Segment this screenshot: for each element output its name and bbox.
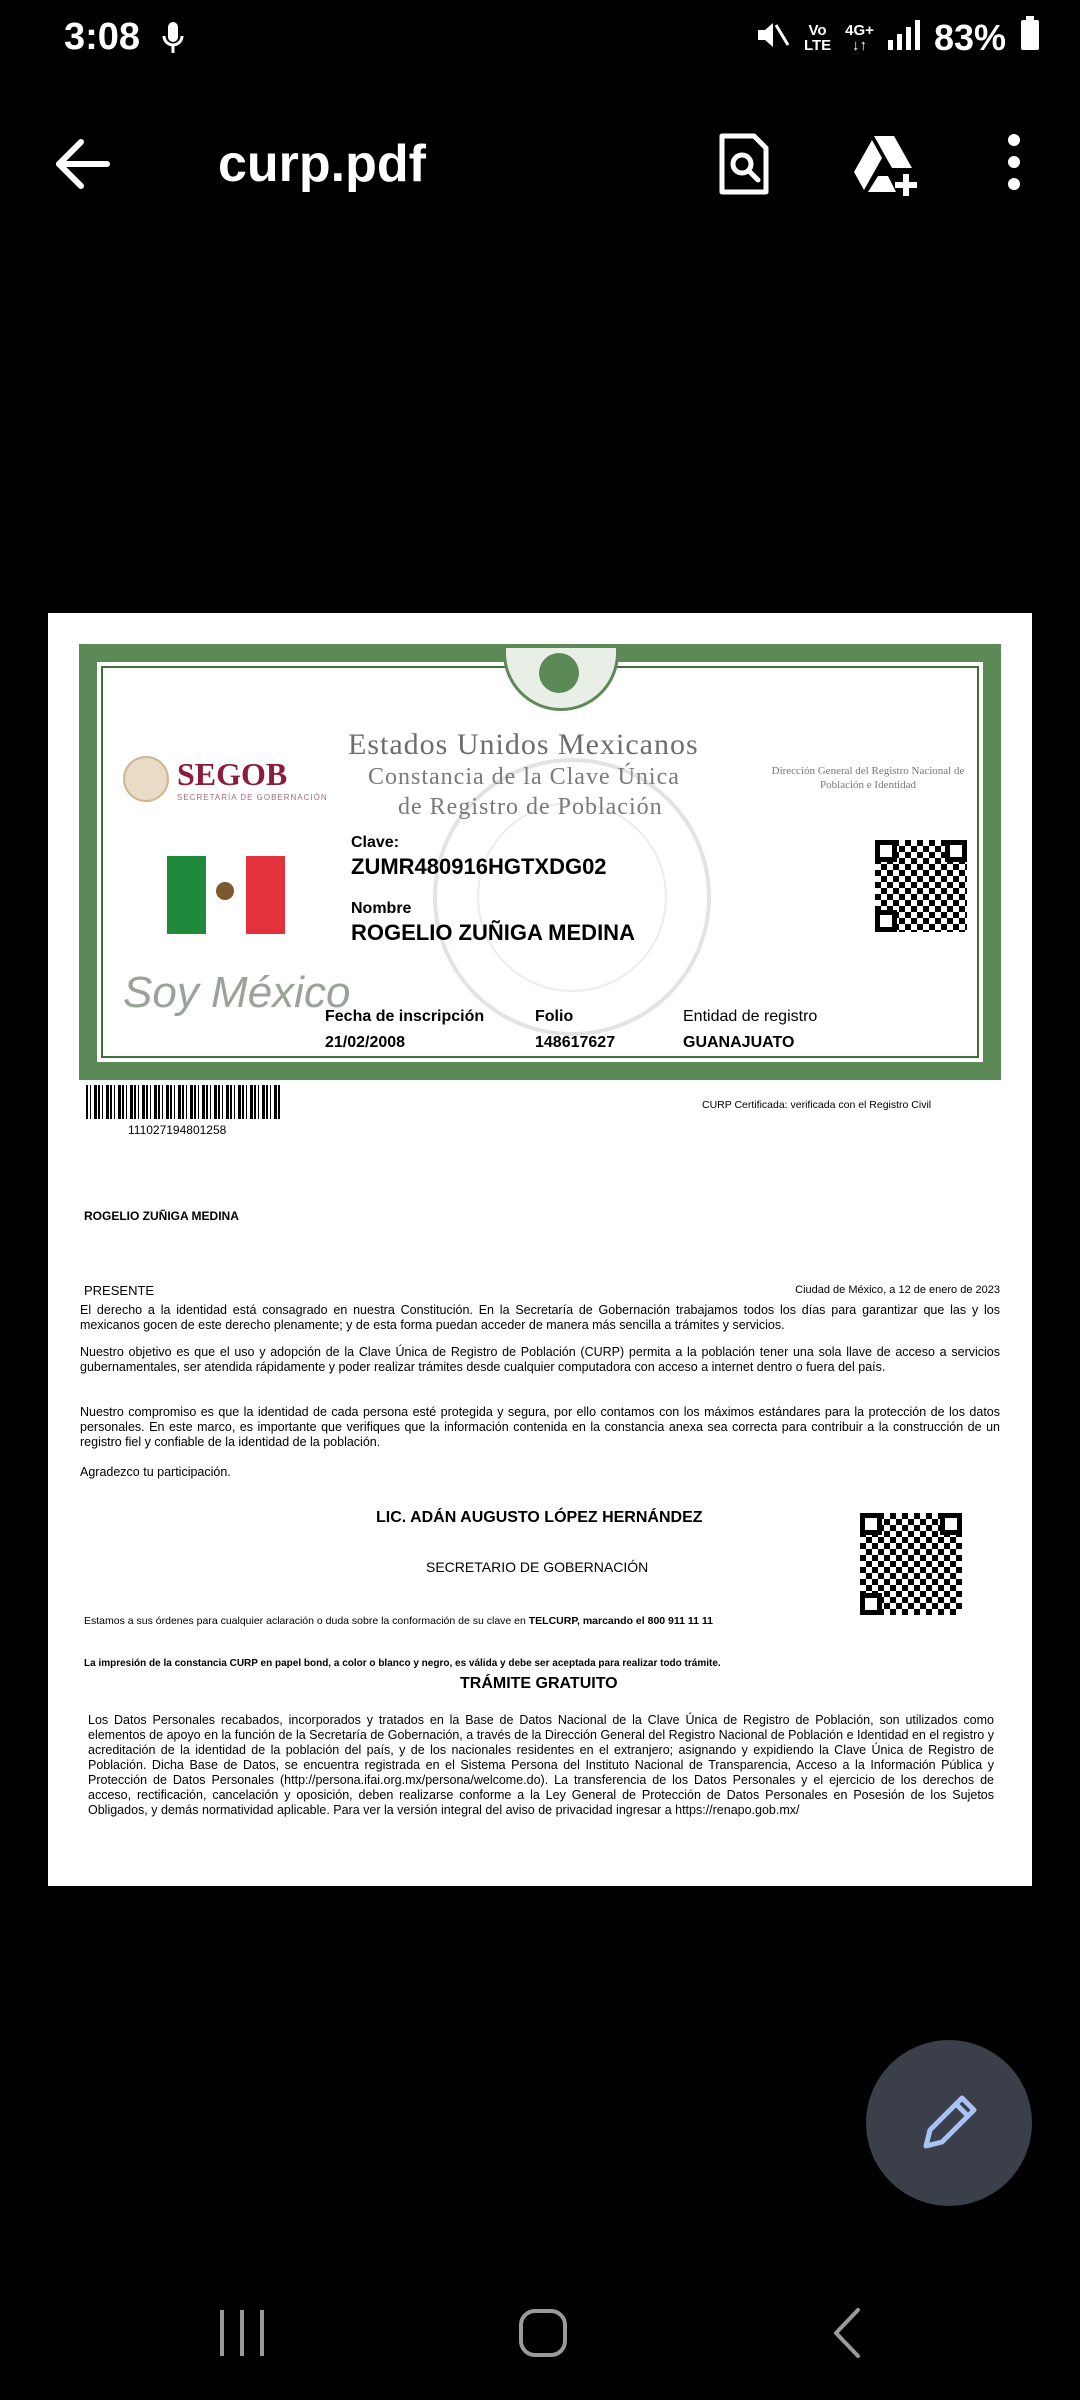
certified-note: CURP Certificada: verificada con el Registro Civil	[702, 1099, 932, 1111]
folio-value: 148617627	[535, 1034, 616, 1051]
paragraph-1: El derecho a la identidad está consagrado en nuestra Constitución. En la Secretaría de Gobernación trabajamos todos los días para garantizar que las y los mexicanos gocen de este derecho plenamente; y de esta forma puedan acceder de manera más sencilla a trámites y servicios.	[80, 1303, 1000, 1332]
privacy-notice: Los Datos Personales recabados, incorporados y tratados en la Base de Datos Nacional de la Clave Única de Registro de Población, son utilizados como elementos de apoyo en la función de la Secretaría de Gobernación, a través de la Dirección General del Registro Nacional de Población e Identidad en el registro y acreditación de la identidad de la población del país, y de los nacionales residentes en el extranjero; asignando y expidiendo la Clave Única de Registro de Población. Dicha Base de Datos, se encuentra registrada en el Sistema Persona del Instituto Nacional de Transparencia, Acceso a la Información Pública y Protección de Datos Personales (http://persona.ifai.org.mx/persona/welcome.do). La transferencia de los Datos Personales y el ejercicio de los derechos de acceso, rectificación, cancelación y oposición, deben realizarse conforme a la Ley General de Protección de Datos Personales en Posesión de los Sujetos Obligados, y demás normatividad aplicable. Para ver la versión integral del aviso de privacidad ingresar a https://renapo.gob.mx/	[88, 1713, 994, 1817]
recipient-name: ROGELIO ZUÑIGA MEDINA	[84, 1209, 239, 1223]
barcode-number: 111027194801258	[128, 1123, 227, 1137]
contact-prefix: Estamos a sus órdenes para cualquier aclaración o duda sobre la conformación de su clave en	[84, 1615, 529, 1627]
network-bottom: LTE	[803, 36, 832, 54]
thanks-text: Agradezco tu participación.	[80, 1465, 231, 1479]
clave-label: Clave:	[351, 834, 400, 851]
document-title: curp.pdf	[218, 135, 426, 193]
recents-icon[interactable]	[218, 2308, 266, 2363]
segob-seal-icon	[123, 756, 169, 802]
contact-line	[84, 1615, 713, 1627]
home-icon[interactable]	[518, 2308, 568, 2363]
mic-icon	[162, 22, 184, 61]
tramite-gratuito: TRÁMITE GRATUITO	[460, 1675, 618, 1692]
nombre-label: Nombre	[351, 900, 412, 917]
qr-code-icon	[869, 834, 973, 938]
back-arrow-icon[interactable]	[55, 138, 111, 195]
nombre-value: ROGELIO ZUÑIGA MEDINA	[351, 920, 635, 945]
folio-label: Folio	[535, 1008, 574, 1025]
cert-title-line2: Constancia de la Clave Única	[368, 764, 680, 790]
cert-title-line3: de Registro de Población	[398, 794, 663, 820]
barcode-icon	[86, 1085, 280, 1119]
fecha-value: 21/02/2008	[325, 1034, 406, 1051]
back-icon[interactable]	[830, 2306, 864, 2365]
battery-icon	[1020, 16, 1040, 59]
print-note: La impresión de la constancia CURP en papel bond, a color o blanco y negro, es válida y debe ser aceptada para realizar todo trámite.	[84, 1658, 721, 1669]
contact-phone: TELCURP, marcando el 800 911 11 11	[528, 1615, 714, 1627]
soy-mexico-logo: Soy México	[123, 968, 351, 1017]
fecha-label: Fecha de inscripción	[325, 1008, 485, 1025]
curp-certificate	[79, 644, 1001, 1080]
search-document-icon[interactable]	[718, 132, 770, 201]
mexico-flag-icon	[167, 856, 285, 934]
segob-logo	[123, 756, 328, 802]
network-type-label: 4G+	[845, 21, 874, 39]
place-date: Ciudad de México, a 12 de enero de 2023	[795, 1284, 1000, 1296]
entidad-value: GUANAJUATO	[683, 1034, 795, 1051]
navigation-bar	[0, 2290, 1080, 2380]
segob-name: SEGOB	[177, 756, 288, 792]
edit-fab-button[interactable]	[866, 2040, 1032, 2206]
status-bar	[0, 0, 1080, 80]
paragraph-2: Nuestro objetivo es que el uso y adopción de la Clave Única de Registro de Población (CURP) permita a la población tener una sola llave de acceso a servicios gubernamentales, ser atendida rápidamente y poder realizar trámites desde cualquier computadora con acceso a internet dentro o fuera del país.	[80, 1345, 1000, 1374]
paragraph-3: Nuestro compromiso es que la identidad de cada persona esté protegida y segura, por ello contamos con los máximos estándares para la protección de los datos personales. En este marco, es importante que verifiques que la información contenida en la constancia anexa sea correcta para contribuir a la construcción de un registro fiel y confiable de la identidad de la población.	[80, 1405, 1000, 1449]
network-top: Vo	[808, 21, 827, 39]
presente-text: PRESENTE	[84, 1283, 155, 1298]
pdf-page[interactable]	[48, 613, 1032, 1886]
volte-indicator	[804, 23, 831, 53]
data-arrows-icon: ↓↑	[852, 36, 868, 54]
signer-name: LIC. ADÁN AUGUSTO LÓPEZ HERNÁNDEZ	[376, 1509, 703, 1526]
direction-text: Dirección General del Registro Nacional de Población e Identidad	[771, 765, 965, 791]
more-vert-icon[interactable]	[1006, 132, 1022, 197]
signer-title: SECRETARIO DE GOBERNACIÓN	[426, 1559, 649, 1575]
edit-pencil-icon	[918, 2092, 980, 2159]
battery-percent: 83%	[933, 16, 1006, 58]
cert-title-line1: Estados Unidos Mexicanos	[348, 728, 699, 761]
network-type	[845, 23, 874, 53]
signature-qr-code-icon	[854, 1507, 968, 1621]
drive-add-icon[interactable]	[852, 132, 922, 201]
entidad-label: Entidad de registro	[683, 1008, 818, 1025]
app-bar	[0, 110, 1080, 220]
eagle-emblem-icon	[503, 648, 619, 711]
segob-subtitle: SECRETARÍA DE GOBERNACIÓN	[177, 793, 328, 802]
mute-icon	[756, 17, 790, 59]
signal-icon	[888, 17, 920, 59]
status-time: 3:08	[64, 16, 141, 58]
clave-value: ZUMR480916HGTXDG02	[351, 854, 607, 879]
